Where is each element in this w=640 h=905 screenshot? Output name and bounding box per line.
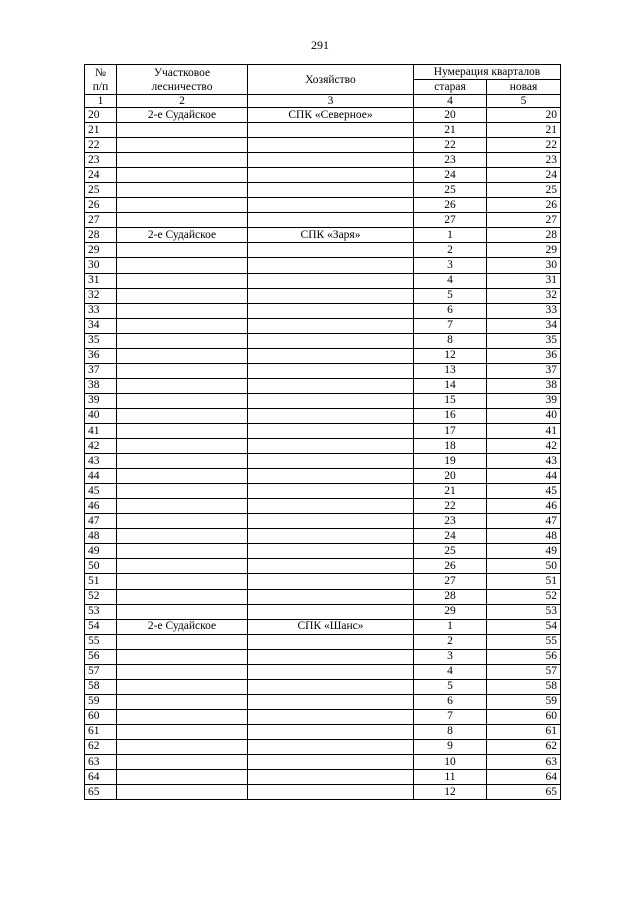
farm-cell <box>248 574 414 589</box>
old-number-cell: 8 <box>414 333 487 348</box>
district-cell <box>117 153 248 168</box>
new-number-cell: 59 <box>487 694 561 709</box>
district-cell <box>117 273 248 288</box>
old-number-cell: 29 <box>414 604 487 619</box>
table-row <box>85 785 561 800</box>
farm-cell <box>248 484 414 499</box>
district-cell <box>117 770 248 785</box>
header-number-line1: № <box>95 66 106 79</box>
new-number-cell: 61 <box>487 724 561 739</box>
table-row <box>85 123 561 138</box>
old-number-cell: 14 <box>414 378 487 393</box>
header-district-line2: лесничество <box>151 80 213 93</box>
farm-cell <box>248 258 414 273</box>
farm-cell <box>248 649 414 664</box>
new-number-cell: 22 <box>487 138 561 153</box>
new-number-cell: 32 <box>487 288 561 303</box>
old-number-cell: 5 <box>414 679 487 694</box>
table-row <box>85 559 561 574</box>
old-number-cell: 7 <box>414 318 487 333</box>
row-number: 43 <box>85 454 117 469</box>
farm-cell <box>248 514 414 529</box>
district-cell <box>117 138 248 153</box>
district-cell <box>117 288 248 303</box>
table-row <box>85 709 561 724</box>
header-number <box>85 65 117 95</box>
table-row <box>85 288 561 303</box>
district-cell <box>117 544 248 559</box>
district-cell <box>117 454 248 469</box>
old-number-cell: 23 <box>414 153 487 168</box>
new-number-cell: 44 <box>487 469 561 484</box>
farm-cell <box>248 138 414 153</box>
new-number-cell: 35 <box>487 333 561 348</box>
new-number-cell: 62 <box>487 739 561 754</box>
old-number-cell: 28 <box>414 589 487 604</box>
district-cell <box>117 589 248 604</box>
district-cell: 2-е Судайское <box>117 228 248 243</box>
row-number: 37 <box>85 363 117 378</box>
row-number: 48 <box>85 529 117 544</box>
farm-cell <box>248 123 414 138</box>
farm-cell <box>248 544 414 559</box>
old-number-cell: 12 <box>414 348 487 363</box>
new-number-cell: 31 <box>487 273 561 288</box>
farm-cell <box>248 664 414 679</box>
old-number-cell: 21 <box>414 484 487 499</box>
table-row <box>85 739 561 754</box>
table-row <box>85 108 561 123</box>
row-number: 20 <box>85 108 117 123</box>
farm-cell <box>248 755 414 770</box>
new-number-cell: 21 <box>487 123 561 138</box>
district-cell <box>117 363 248 378</box>
row-number: 55 <box>85 634 117 649</box>
table-row <box>85 544 561 559</box>
district-cell <box>117 664 248 679</box>
old-number-cell: 25 <box>414 544 487 559</box>
farm-cell <box>248 198 414 213</box>
table-row <box>85 183 561 198</box>
district-cell <box>117 198 248 213</box>
farm-cell <box>248 785 414 800</box>
new-number-cell: 26 <box>487 198 561 213</box>
district-cell <box>117 529 248 544</box>
row-number: 56 <box>85 649 117 664</box>
table-row <box>85 574 561 589</box>
new-number-cell: 27 <box>487 213 561 228</box>
old-number-cell: 17 <box>414 423 487 438</box>
district-cell <box>117 408 248 423</box>
quarter-numbering-table <box>84 64 561 800</box>
farm-cell <box>248 168 414 183</box>
row-number: 25 <box>85 183 117 198</box>
row-number: 40 <box>85 408 117 423</box>
district-cell <box>117 514 248 529</box>
header-new: новая <box>487 80 561 95</box>
table-row <box>85 228 561 243</box>
row-number: 26 <box>85 198 117 213</box>
row-number: 54 <box>85 619 117 634</box>
old-number-cell: 9 <box>414 739 487 754</box>
table-row <box>85 484 561 499</box>
new-number-cell: 38 <box>487 378 561 393</box>
district-cell <box>117 243 248 258</box>
farm-cell <box>248 694 414 709</box>
row-number: 53 <box>85 604 117 619</box>
row-number: 50 <box>85 559 117 574</box>
farm-cell <box>248 393 414 408</box>
row-number: 21 <box>85 123 117 138</box>
header-district <box>117 65 248 95</box>
table-row <box>85 664 561 679</box>
district-cell <box>117 484 248 499</box>
new-number-cell: 23 <box>487 153 561 168</box>
old-number-cell: 26 <box>414 198 487 213</box>
table-row <box>85 679 561 694</box>
row-number: 24 <box>85 168 117 183</box>
table-row <box>85 333 561 348</box>
old-number-cell: 27 <box>414 574 487 589</box>
table-row <box>85 363 561 378</box>
farm-cell <box>248 499 414 514</box>
table-row <box>85 499 561 514</box>
row-number: 49 <box>85 544 117 559</box>
column-number: 2 <box>117 95 248 108</box>
old-number-cell: 19 <box>414 454 487 469</box>
farm-cell <box>248 454 414 469</box>
row-number: 29 <box>85 243 117 258</box>
district-cell <box>117 694 248 709</box>
new-number-cell: 50 <box>487 559 561 574</box>
old-number-cell: 22 <box>414 499 487 514</box>
district-cell <box>117 469 248 484</box>
new-number-cell: 25 <box>487 183 561 198</box>
new-number-cell: 48 <box>487 529 561 544</box>
old-number-cell: 1 <box>414 619 487 634</box>
old-number-cell: 22 <box>414 138 487 153</box>
old-number-cell: 1 <box>414 228 487 243</box>
table-row <box>85 694 561 709</box>
table-row <box>85 589 561 604</box>
table-row <box>85 454 561 469</box>
new-number-cell: 41 <box>487 423 561 438</box>
district-cell <box>117 499 248 514</box>
district-cell <box>117 439 248 454</box>
old-number-cell: 4 <box>414 664 487 679</box>
district-cell <box>117 559 248 574</box>
table-body <box>85 108 561 800</box>
district-cell <box>117 168 248 183</box>
table-row <box>85 168 561 183</box>
new-number-cell: 65 <box>487 785 561 800</box>
new-number-cell: 40 <box>487 408 561 423</box>
row-number: 22 <box>85 138 117 153</box>
row-number: 23 <box>85 153 117 168</box>
old-number-cell: 2 <box>414 243 487 258</box>
new-number-cell: 45 <box>487 484 561 499</box>
table-row <box>85 198 561 213</box>
table-row <box>85 755 561 770</box>
row-number: 30 <box>85 258 117 273</box>
row-number: 62 <box>85 739 117 754</box>
old-number-cell: 6 <box>414 303 487 318</box>
farm-cell <box>248 363 414 378</box>
old-number-cell: 27 <box>414 213 487 228</box>
header-old: старая <box>414 80 487 95</box>
row-number: 34 <box>85 318 117 333</box>
table-row <box>85 604 561 619</box>
table-row <box>85 348 561 363</box>
new-number-cell: 52 <box>487 589 561 604</box>
old-number-cell: 12 <box>414 785 487 800</box>
new-number-cell: 33 <box>487 303 561 318</box>
row-number: 39 <box>85 393 117 408</box>
old-number-cell: 25 <box>414 183 487 198</box>
header-quarters: Нумерация кварталов <box>414 65 561 80</box>
district-cell <box>117 604 248 619</box>
table-row <box>85 423 561 438</box>
new-number-cell: 42 <box>487 439 561 454</box>
row-number: 35 <box>85 333 117 348</box>
column-number: 4 <box>414 95 487 108</box>
row-number: 36 <box>85 348 117 363</box>
old-number-cell: 16 <box>414 408 487 423</box>
table-row <box>85 634 561 649</box>
table-row <box>85 273 561 288</box>
table-row <box>85 138 561 153</box>
row-number: 60 <box>85 709 117 724</box>
district-cell <box>117 574 248 589</box>
new-number-cell: 64 <box>487 770 561 785</box>
farm-cell <box>248 724 414 739</box>
table-row <box>85 724 561 739</box>
row-number: 32 <box>85 288 117 303</box>
farm-cell <box>248 679 414 694</box>
new-number-cell: 39 <box>487 393 561 408</box>
column-number: 3 <box>248 95 414 108</box>
new-number-cell: 30 <box>487 258 561 273</box>
row-number: 31 <box>85 273 117 288</box>
old-number-cell: 7 <box>414 709 487 724</box>
table-row <box>85 619 561 634</box>
farm-cell <box>248 183 414 198</box>
table-row <box>85 153 561 168</box>
row-number: 33 <box>85 303 117 318</box>
farm-cell <box>248 423 414 438</box>
old-number-cell: 13 <box>414 363 487 378</box>
old-number-cell: 6 <box>414 694 487 709</box>
farm-cell <box>248 589 414 604</box>
new-number-cell: 36 <box>487 348 561 363</box>
farm-cell <box>248 634 414 649</box>
farm-cell <box>248 709 414 724</box>
farm-cell <box>248 378 414 393</box>
new-number-cell: 60 <box>487 709 561 724</box>
district-cell <box>117 348 248 363</box>
table-row <box>85 529 561 544</box>
district-cell <box>117 634 248 649</box>
district-cell <box>117 123 248 138</box>
table-row <box>85 393 561 408</box>
table-row <box>85 258 561 273</box>
row-number: 57 <box>85 664 117 679</box>
farm-cell: СПК «Северное» <box>248 108 414 123</box>
new-number-cell: 34 <box>487 318 561 333</box>
column-number: 5 <box>487 95 561 108</box>
new-number-cell: 37 <box>487 363 561 378</box>
district-cell <box>117 213 248 228</box>
farm-cell <box>248 318 414 333</box>
new-number-cell: 49 <box>487 544 561 559</box>
district-cell: 2-е Судайское <box>117 108 248 123</box>
table-row <box>85 213 561 228</box>
table-row <box>85 408 561 423</box>
row-number: 61 <box>85 724 117 739</box>
old-number-cell: 24 <box>414 168 487 183</box>
new-number-cell: 29 <box>487 243 561 258</box>
farm-cell: СПК «Заря» <box>248 228 414 243</box>
district-cell <box>117 785 248 800</box>
row-number: 51 <box>85 574 117 589</box>
row-number: 63 <box>85 755 117 770</box>
district-cell <box>117 378 248 393</box>
header-district-line1: Участковое <box>153 66 211 79</box>
old-number-cell: 5 <box>414 288 487 303</box>
new-number-cell: 55 <box>487 634 561 649</box>
row-number: 52 <box>85 589 117 604</box>
new-number-cell: 43 <box>487 454 561 469</box>
old-number-cell: 3 <box>414 649 487 664</box>
row-number: 44 <box>85 469 117 484</box>
district-cell <box>117 423 248 438</box>
old-number-cell: 10 <box>414 755 487 770</box>
row-number: 65 <box>85 785 117 800</box>
district-cell <box>117 258 248 273</box>
old-number-cell: 20 <box>414 108 487 123</box>
district-cell <box>117 755 248 770</box>
farm-cell <box>248 604 414 619</box>
district-cell <box>117 724 248 739</box>
old-number-cell: 24 <box>414 529 487 544</box>
farm-cell <box>248 213 414 228</box>
old-number-cell: 2 <box>414 634 487 649</box>
row-number: 46 <box>85 499 117 514</box>
new-number-cell: 20 <box>487 108 561 123</box>
new-number-cell: 28 <box>487 228 561 243</box>
table-row <box>85 318 561 333</box>
old-number-cell: 3 <box>414 258 487 273</box>
row-number: 42 <box>85 439 117 454</box>
farm-cell <box>248 288 414 303</box>
new-number-cell: 58 <box>487 679 561 694</box>
district-cell <box>117 183 248 198</box>
column-number: 1 <box>85 95 117 108</box>
new-number-cell: 24 <box>487 168 561 183</box>
table-row <box>85 469 561 484</box>
district-cell <box>117 333 248 348</box>
farm-cell <box>248 469 414 484</box>
row-number: 47 <box>85 514 117 529</box>
new-number-cell: 63 <box>487 755 561 770</box>
district-cell <box>117 303 248 318</box>
district-cell <box>117 739 248 754</box>
table-row <box>85 303 561 318</box>
farm-cell <box>248 243 414 258</box>
farm-cell <box>248 529 414 544</box>
district-cell <box>117 393 248 408</box>
old-number-cell: 8 <box>414 724 487 739</box>
table-row <box>85 243 561 258</box>
old-number-cell: 20 <box>414 469 487 484</box>
farm-cell <box>248 739 414 754</box>
row-number: 45 <box>85 484 117 499</box>
farm-cell <box>248 348 414 363</box>
new-number-cell: 51 <box>487 574 561 589</box>
table-header <box>85 65 561 108</box>
table-row <box>85 378 561 393</box>
new-number-cell: 53 <box>487 604 561 619</box>
row-number: 27 <box>85 213 117 228</box>
old-number-cell: 23 <box>414 514 487 529</box>
row-number: 59 <box>85 694 117 709</box>
farm-cell <box>248 408 414 423</box>
new-number-cell: 46 <box>487 499 561 514</box>
header-number-line2: п/п <box>92 80 109 93</box>
new-number-cell: 47 <box>487 514 561 529</box>
farm-cell <box>248 559 414 574</box>
new-number-cell: 56 <box>487 649 561 664</box>
row-number: 58 <box>85 679 117 694</box>
district-cell <box>117 318 248 333</box>
old-number-cell: 18 <box>414 439 487 454</box>
district-cell <box>117 709 248 724</box>
old-number-cell: 4 <box>414 273 487 288</box>
farm-cell <box>248 153 414 168</box>
row-number: 41 <box>85 423 117 438</box>
table-row <box>85 514 561 529</box>
old-number-cell: 11 <box>414 770 487 785</box>
district-cell: 2-е Судайское <box>117 619 248 634</box>
new-number-cell: 57 <box>487 664 561 679</box>
district-cell <box>117 649 248 664</box>
farm-cell <box>248 273 414 288</box>
farm-cell <box>248 439 414 454</box>
farm-cell <box>248 303 414 318</box>
new-number-cell: 54 <box>487 619 561 634</box>
row-number: 64 <box>85 770 117 785</box>
page-number: 291 <box>311 38 329 52</box>
farm-cell: СПК «Шанс» <box>248 619 414 634</box>
old-number-cell: 26 <box>414 559 487 574</box>
table-row <box>85 649 561 664</box>
farm-cell <box>248 333 414 348</box>
row-number: 28 <box>85 228 117 243</box>
farm-cell <box>248 770 414 785</box>
column-number-row <box>85 95 561 108</box>
old-number-cell: 21 <box>414 123 487 138</box>
table-row <box>85 439 561 454</box>
header-farm: Хозяйство <box>248 65 414 95</box>
table-row <box>85 770 561 785</box>
district-cell <box>117 679 248 694</box>
row-number: 38 <box>85 378 117 393</box>
old-number-cell: 15 <box>414 393 487 408</box>
